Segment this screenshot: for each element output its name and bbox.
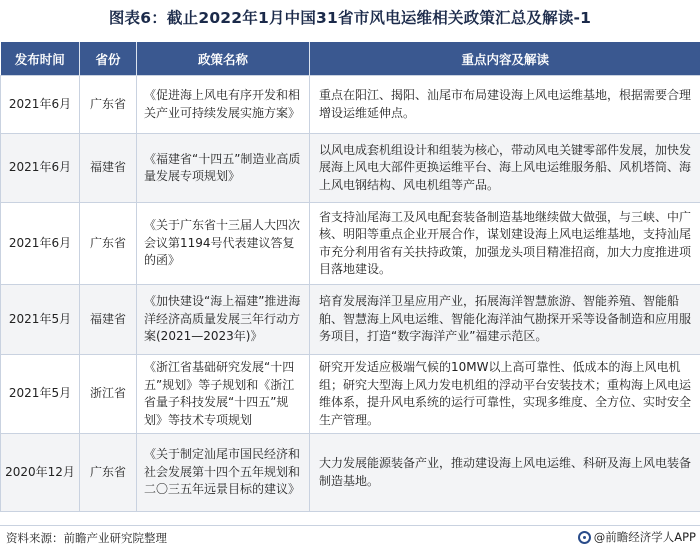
footer-brand-text: @前瞻经济学人APP	[593, 530, 696, 544]
cell-date: 2020年12月	[1, 434, 80, 512]
cell-province: 广东省	[80, 434, 137, 512]
chart-title: 图表6：截止2022年1月中国31省市风电运维相关政策汇总及解读-1	[108, 9, 592, 27]
cell-content: 省支持汕尾海工及风电配套装备制造基地继续做大做强，与三峡、中广核、明阳等重点企业开展合作，谋划建设海上风电运维基地，支持汕尾市充分利用省有关扶持政策，加强龙头项目精准招商，加大力度推进项目落地建设。	[310, 203, 700, 285]
footer-brand	[578, 529, 696, 545]
header-policy-name: 政策名称	[137, 42, 310, 76]
table-row	[1, 76, 700, 134]
cell-policy-name: 《加快建设“海上福建”推进海洋经济高质量发展三年行动方案(2021—2023年)》	[137, 285, 310, 355]
cell-date: 2021年6月	[1, 203, 80, 285]
cell-content: 以风电成套机组设计和组装为核心，带动风电关键零部件发展，加快发展海上风电大部件更换运维平台、海上风电运维服务船、风机塔筒、海上风电钢结构、风电机组等产品。	[310, 134, 700, 203]
header-date: 发布时间	[1, 42, 80, 76]
footer-divider	[0, 525, 700, 526]
table-row	[1, 203, 700, 285]
cell-content: 大力发展能源装备产业，推动建设海上风电运维、科研及海上风电装备制造基地。	[310, 434, 700, 512]
cell-date: 2021年5月	[1, 285, 80, 355]
cell-date: 2021年6月	[1, 134, 80, 203]
source-note: 资料来源：前瞻产业研究院整理	[6, 531, 167, 545]
cell-province: 福建省	[80, 134, 137, 203]
cell-content: 研究开发适应极端气候的10MW以上高可靠性、低成本的海上风电机组；研究大型海上风力发电机组的浮动平台安装技术；重构海上风电运维体系，提升风电系统的运行可靠性，实现多维度、全方位、实时安全生产管理。	[310, 355, 700, 434]
cell-policy-name: 《浙江省基础研究发展“十四五”规划》等子规划和《浙江省量子科技发展“十四五”规划》等技术专项规划	[137, 355, 310, 434]
cell-province: 福建省	[80, 285, 137, 355]
cell-policy-name: 《关于制定汕尾市国民经济和社会发展第十四个五年规划和二〇三五年远景目标的建议》	[137, 434, 310, 512]
cell-province: 广东省	[80, 76, 137, 134]
table-row	[1, 285, 700, 355]
cell-date: 2021年5月	[1, 355, 80, 434]
cell-date: 2021年6月	[1, 76, 80, 134]
table-row	[1, 434, 700, 512]
header-key-content: 重点内容及解读	[310, 42, 700, 76]
policy-table	[0, 42, 700, 512]
cell-province: 广东省	[80, 203, 137, 285]
cell-policy-name: 《关于广东省十三届人大四次会议第1194号代表建议答复的函》	[137, 203, 310, 285]
header-province: 省份	[80, 42, 137, 76]
cell-policy-name: 《促进海上风电有序开发和相关产业可持续发展实施方案》	[137, 76, 310, 134]
table-row	[1, 355, 700, 434]
cell-province: 浙江省	[80, 355, 137, 434]
table-row	[1, 134, 700, 203]
cell-policy-name: 《福建省“十四五”制造业高质量发展专项规划》	[137, 134, 310, 203]
table-header-row	[1, 42, 700, 76]
brand-logo-icon	[578, 531, 591, 544]
cell-content: 培育发展海洋卫星应用产业，拓展海洋智慧旅游、智能养殖、智能船舶、智慧海上风电运维、智能化海洋油气勘探开采等设备制造和应用服务项目，打造“数字海洋产业”福建示范区。	[310, 285, 700, 355]
cell-content: 重点在阳江、揭阳、汕尾市布局建设海上风电运维基地，根据需要合理增设运维延伸点。	[310, 76, 700, 134]
